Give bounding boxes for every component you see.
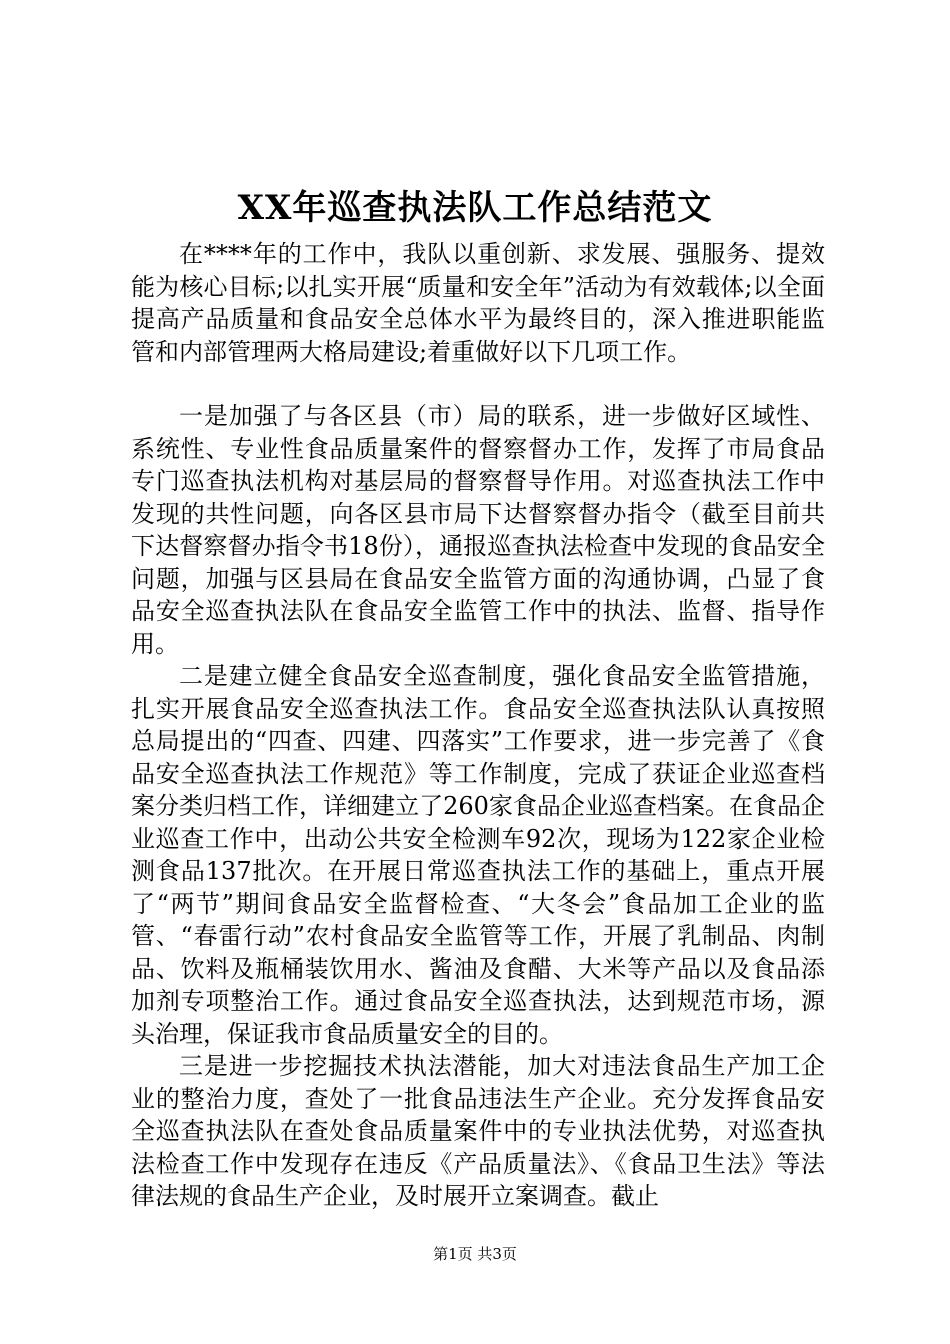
paragraph-intro: 在****年的工作中，我队以重创新、求发展、强服务、提效能为核心目标;以扎实开展“质量和安全年”活动为有效载体;以全面提高产品质量和食品安全总体水平为最终目的，深入推进职能监管和内部管理两大格局建设;着重做好以下几项工作。 bbox=[131, 240, 825, 366]
document-body bbox=[131, 238, 825, 1213]
page-number-footer: 第1页 共3页 bbox=[433, 1245, 517, 1263]
document-title: XX年巡查执法队工作总结范文 bbox=[237, 188, 713, 228]
paragraph-spacer bbox=[131, 368, 825, 400]
paragraph-3: 三是进一步挖掘技术执法潜能，加大对违法食品生产加工企业的整治力度，查处了一批食品违法生产企业。充分发挥食品安全巡查执法队在查处食品质量案件中的专业执法优势，对巡查执法检查工作中发现存在违反《产品质量法》、《食品卫生法》等法律法规的食品生产企业，及时展开立案调查。截止 bbox=[131, 1052, 825, 1210]
paragraph-2: 二是建立健全食品安全巡查制度，强化食品安全监管措施，扎实开展食品安全巡查执法工作。食品安全巡查执法队认真按照总局提出的“四查、四建、四落实”工作要求，进一步完善了《食品安全巡查执法工作规范》等工作制度，完成了获证企业巡查档案分类归档工作，详细建立了260家食品企业巡查档案。在食品企业巡查工作中，出动公共安全检测车92次，现场为122家企业检测食品137批次。在开展日常巡查执法工作的基础上，重点开展了“两节”期间食品安全监督检查、“大冬会”食品加工企业的监管、“春雷行动”农村食品安全监管等工作，开展了乳制品、肉制品、饮料及瓶桶装饮用水、酱油及食醋、大米等产品以及食品添加剂专项整治工作。通过食品安全巡查执法，达到规范市场，源头治理，保证我市食品质量安全的目的。 bbox=[131, 662, 825, 1048]
paragraph-1: 一是加强了与各区县（市）局的联系，进一步做好区域性、系统性、专业性食品质量案件的督察督办工作，发挥了市局食品专门巡查执法机构对基层局的督察督导作用。对巡查执法工作中发现的共性问题，向各区县市局下达督察督办指令（截至目前共下达督察督办指令书18份），通报巡查执法检查中发现的食品安全问题，加强与区县局在食品安全监管方面的沟通协调，凸显了食品安全巡查执法队在食品安全监管工作中的执法、监督、指导作用。 bbox=[131, 402, 825, 658]
